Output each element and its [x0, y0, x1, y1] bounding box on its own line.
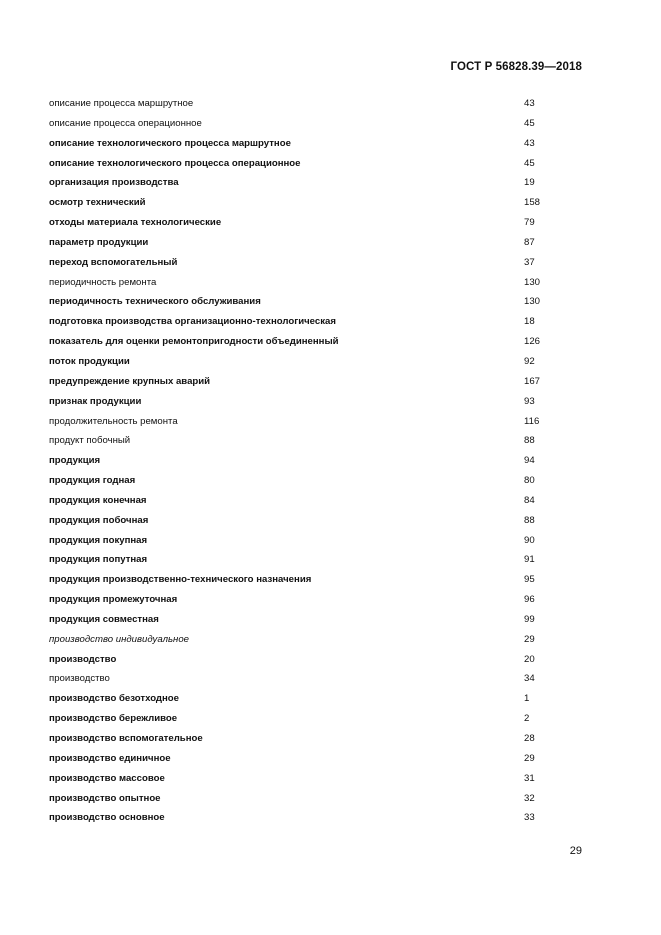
index-page-number: 32 — [524, 792, 535, 804]
index-page-number: 19 — [524, 177, 535, 189]
index-page-number: 29 — [524, 633, 535, 645]
index-term: производство единичное — [49, 752, 171, 764]
index-term: продолжительность ремонта — [49, 415, 178, 427]
index-page-number: 91 — [524, 554, 535, 566]
index-page-number: 130 — [524, 296, 541, 308]
index-page-number: 28 — [524, 733, 535, 744]
index-entry — [49, 769, 549, 789]
index-entry — [49, 273, 549, 293]
term-index-list — [49, 94, 549, 828]
index-page-number: 1 — [524, 693, 530, 705]
index-page-number: 94 — [524, 455, 535, 467]
index-term: продукция промежуточная — [49, 594, 178, 606]
index-page-number: 33 — [524, 812, 535, 824]
index-page-number: 18 — [524, 316, 535, 328]
index-term: описание процесса операционное — [49, 117, 202, 129]
index-entry — [49, 511, 549, 531]
index-page-number: 84 — [524, 494, 535, 506]
index-entry — [49, 392, 549, 412]
index-entry — [49, 689, 549, 709]
index-entry — [49, 213, 549, 233]
index-term: производство массовое — [49, 772, 165, 784]
index-entry — [49, 431, 549, 451]
index-entry — [49, 154, 549, 174]
index-term: производство — [49, 653, 117, 665]
index-entry — [49, 709, 549, 729]
index-term: производство — [49, 673, 110, 685]
index-page-number: 99 — [524, 613, 535, 625]
index-page-number: 116 — [524, 415, 540, 427]
index-term: организация производства — [49, 177, 179, 189]
index-term: продукция годная — [49, 475, 136, 487]
index-term: продукт побочный — [49, 435, 131, 447]
index-page-number: 87 — [524, 236, 535, 248]
index-term: периодичность ремонта — [49, 276, 157, 288]
index-term: продукция побочная — [49, 514, 149, 526]
index-entry — [49, 590, 549, 610]
index-entry — [49, 789, 549, 809]
index-term: продукция — [49, 455, 101, 467]
index-term: продукция совместная — [49, 613, 159, 625]
index-page-number: 34 — [524, 673, 535, 685]
index-page-number: 167 — [524, 375, 541, 387]
index-entry — [49, 650, 549, 670]
page-number: 29 — [569, 845, 582, 857]
index-entry — [49, 491, 549, 511]
index-page-number: 79 — [524, 217, 535, 229]
index-entry — [49, 312, 549, 332]
index-term: осмотр технический — [49, 197, 146, 209]
index-term: отходы материала технологические — [49, 217, 222, 229]
index-term: производство вспомогательное — [49, 733, 203, 744]
index-term: подготовка производства организационно-технологическая — [49, 316, 336, 328]
index-entry — [49, 173, 549, 193]
index-page-number: 158 — [524, 197, 541, 209]
index-entry — [49, 749, 549, 769]
index-term: продукция производственно-технического назначения — [49, 574, 312, 586]
index-term: показатель для оценки ремонтопригодности объединенный — [49, 336, 339, 348]
index-term: производство индивидуальное — [49, 633, 189, 645]
index-entry — [49, 471, 549, 491]
index-page-number: 2 — [524, 713, 530, 725]
index-entry — [49, 134, 549, 154]
index-page-number: 31 — [524, 772, 535, 784]
index-page-number: 45 — [524, 117, 535, 129]
index-entry — [49, 570, 549, 590]
index-entry — [49, 114, 549, 134]
index-entry — [49, 193, 549, 213]
index-page-number: 37 — [524, 256, 535, 268]
document-header: ГОСТ Р 56828.39—2018 — [450, 61, 582, 73]
index-entry — [49, 94, 549, 114]
index-term: описание процесса маршрутное — [49, 98, 194, 109]
index-page-number: 88 — [524, 435, 535, 447]
index-entry — [49, 412, 549, 432]
index-term: описание технологического процесса маршрутное — [49, 137, 291, 149]
index-term: производство основное — [49, 812, 165, 824]
index-entry — [49, 808, 549, 828]
index-page-number: 43 — [524, 98, 535, 109]
index-term: признак продукции — [49, 395, 142, 407]
index-page-number: 88 — [524, 514, 535, 526]
index-entry — [49, 451, 549, 471]
index-entry — [49, 729, 549, 749]
index-page-number: 92 — [524, 355, 535, 367]
index-entry — [49, 669, 549, 689]
index-term: предупреждение крупных аварий — [49, 375, 211, 387]
index-page-number: 130 — [524, 276, 541, 288]
index-term: описание технологического процесса операционное — [49, 157, 301, 169]
index-term: периодичность технического обслуживания — [49, 296, 261, 308]
index-page-number: 43 — [524, 137, 535, 149]
index-entry — [49, 372, 549, 392]
index-page-number: 20 — [524, 653, 535, 665]
index-entry — [49, 610, 549, 630]
index-entry — [49, 352, 549, 372]
index-page-number: 95 — [524, 574, 535, 586]
index-entry — [49, 630, 549, 650]
index-entry — [49, 550, 549, 570]
index-term: производство опытное — [49, 792, 161, 804]
index-page-number: 45 — [524, 157, 535, 169]
index-page-number: 29 — [524, 752, 535, 764]
index-term: продукция покупная — [49, 534, 148, 546]
index-entry — [49, 253, 549, 273]
index-entry — [49, 292, 549, 312]
index-page-number: 80 — [524, 475, 535, 487]
index-page-number: 90 — [524, 534, 535, 546]
index-term: переход вспомогательный — [49, 256, 178, 268]
index-entry — [49, 531, 549, 551]
index-page-number: 126 — [524, 336, 541, 348]
index-term: продукция конечная — [49, 494, 147, 506]
index-term: параметр продукции — [49, 236, 149, 248]
index-term: продукция попутная — [49, 554, 148, 566]
index-term: производство безотходное — [49, 693, 180, 705]
index-page-number: 93 — [524, 395, 535, 407]
index-entry — [49, 233, 549, 253]
index-term: производство бережливое — [49, 713, 178, 725]
index-entry — [49, 332, 549, 352]
index-page-number: 96 — [524, 594, 535, 606]
index-term: поток продукции — [49, 355, 130, 367]
